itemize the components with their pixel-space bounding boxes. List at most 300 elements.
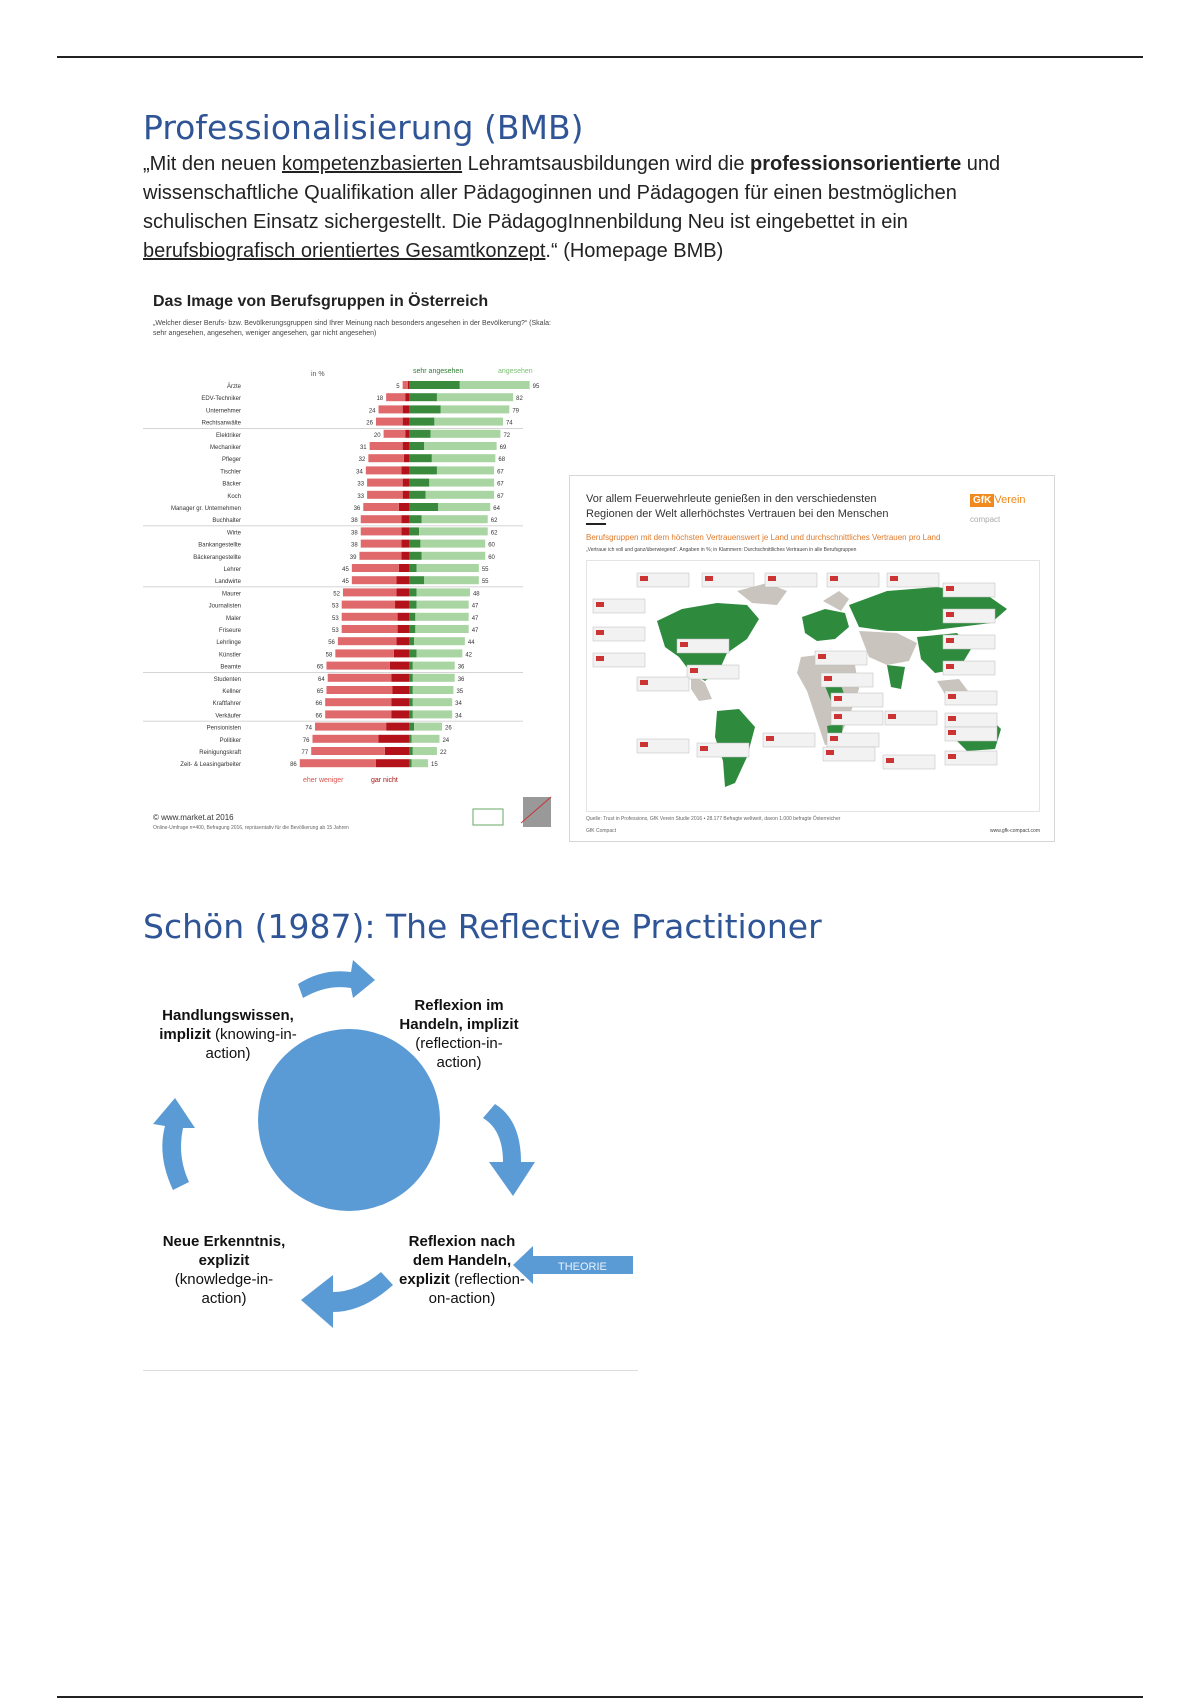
positive-total-label: 36: [457, 664, 465, 671]
gfk-logo-verein: Verein: [994, 494, 1026, 506]
figure-subtitle: „Welcher dieser Berufs- bzw. Bevölkerungsgruppen sind Ihrer Meinung nach besonders angesehen in der Bevölkerung?“ (Skala: sehr angesehen, angesehen, weniger angesehen, gar nicht angesehen): [153, 320, 551, 337]
bar-angesehen: [414, 637, 465, 645]
profession-image-figure: [143, 285, 563, 845]
positive-total-label: 48: [472, 591, 480, 598]
top-rule: [57, 56, 1143, 58]
negative-total-label: 77: [301, 750, 309, 756]
country-flag-icon: [690, 668, 698, 673]
positive-total-label: 47: [471, 603, 479, 610]
positive-total-label: 35: [456, 689, 464, 695]
bar-sehr-angesehen: [409, 601, 417, 609]
bar-eher-weniger: [363, 503, 399, 511]
country-flag-icon: [948, 694, 956, 699]
country-flag-icon: [596, 602, 604, 607]
bar-eher-weniger: [338, 637, 396, 645]
country-flag-icon: [768, 576, 776, 581]
bar-gar-nicht: [376, 759, 409, 767]
bar-gar-nicht: [396, 576, 409, 584]
bar-sehr-angesehen: [409, 479, 429, 487]
bar-sehr-angesehen: [409, 613, 415, 621]
category-label: Künstler: [218, 652, 241, 659]
category-label: Koch: [227, 493, 241, 500]
positive-total-label: 36: [457, 676, 465, 683]
bar-eher-weniger: [366, 466, 402, 474]
negative-total-label: 26: [366, 420, 373, 427]
negative-total-label: 33: [357, 481, 365, 488]
bottom-rule: [57, 1696, 1143, 1698]
bar-eher-weniger: [328, 674, 392, 682]
bar-sehr-angesehen: [409, 527, 419, 535]
negative-total-label: 34: [356, 469, 363, 476]
positive-total-label: 60: [488, 542, 495, 549]
category-label: Politiker: [219, 737, 241, 744]
bar-sehr-angesehen: [409, 393, 437, 401]
positive-total-label: 69: [499, 445, 507, 451]
country-flag-icon: [596, 656, 604, 661]
bar-angesehen: [417, 601, 469, 609]
negative-total-label: 53: [332, 615, 339, 622]
bar-sehr-angesehen: [409, 674, 413, 682]
negative-total-label: 56: [328, 640, 335, 647]
negative-total-label: 58: [325, 652, 333, 659]
bar-eher-weniger: [311, 747, 385, 755]
bar-sehr-angesehen: [409, 405, 441, 413]
bar-gar-nicht: [392, 686, 409, 694]
arrow-left-icon: [153, 1098, 195, 1190]
label-reflection-in-action-bold: Reflexion im Handeln, implizit: [399, 997, 519, 1033]
category-label: Manager gr. Unternehmen: [170, 506, 241, 512]
label-knowing-in-action: [158, 1006, 298, 1063]
country-flag-icon: [640, 680, 648, 685]
positive-total-label: 47: [471, 628, 479, 634]
bar-angesehen: [431, 430, 501, 438]
bar-gar-nicht: [385, 747, 409, 755]
country-flag-icon: [830, 736, 838, 741]
category-label: Bankangestellte: [198, 542, 241, 549]
bar-gar-nicht: [391, 698, 409, 706]
bar-sehr-angesehen: [409, 454, 432, 462]
bar-angesehen: [460, 381, 530, 389]
bar-angesehen: [438, 503, 490, 511]
bar-gar-nicht: [399, 503, 409, 511]
positive-total-label: 60: [488, 554, 495, 561]
gfk-logo-box: GfK: [970, 494, 994, 507]
arrow-top-icon: [298, 960, 375, 998]
negative-total-label: 86: [290, 762, 297, 769]
bar-eher-weniger: [342, 613, 398, 621]
negative-total-label: 53: [332, 628, 339, 634]
bar-sehr-angesehen: [409, 503, 438, 511]
bar-angesehen: [437, 393, 513, 401]
bar-gar-nicht: [390, 662, 409, 670]
positive-total-label: 62: [490, 518, 498, 525]
negative-total-label: 66: [315, 713, 323, 720]
bar-eher-weniger: [326, 662, 390, 670]
positive-total-label: 67: [497, 481, 504, 488]
worldmap-title: Vor allem Feuerwehrleute genießen in den verschiedensten Regionen der Welt allerhöchstes Vertrauen bei den Menschen: [586, 493, 889, 520]
negative-total-label: 65: [316, 664, 324, 671]
bar-eher-weniger: [359, 552, 401, 560]
country-flag-icon: [946, 612, 954, 617]
positive-total-label: 67: [497, 493, 504, 500]
negative-total-label: 39: [349, 554, 357, 561]
arrow-bottom-icon: [301, 1272, 393, 1328]
bar-gar-nicht: [401, 540, 409, 548]
bar-angesehen: [417, 588, 470, 596]
bar-eher-weniger: [370, 442, 403, 450]
figure-title: Das Image von Berufsgruppen in Österreich: [153, 293, 489, 310]
bar-gar-nicht: [408, 381, 409, 389]
country-flag-icon: [826, 750, 834, 755]
negative-total-label: 33: [357, 493, 365, 500]
country-flag-icon: [834, 714, 842, 719]
bar-eher-weniger: [325, 710, 391, 718]
positive-total-label: 34: [455, 713, 462, 720]
category-label: Landwirte: [214, 579, 241, 586]
bar-gar-nicht: [391, 710, 409, 718]
gfk-logo: [970, 488, 1042, 526]
arrow-right-icon: [483, 1104, 535, 1196]
bar-eher-weniger: [379, 405, 403, 413]
positive-total-label: 22: [439, 750, 447, 756]
country-flag-icon: [680, 642, 688, 647]
label-knowledge-in-action-bold: Neue Erkenntnis, explizit: [162, 1233, 286, 1269]
bar-gar-nicht: [401, 466, 409, 474]
category-label: Kraftfahrer: [212, 701, 241, 708]
bar-gar-nicht: [396, 637, 409, 645]
bar-sehr-angesehen: [409, 649, 417, 657]
country-flag-icon: [640, 742, 648, 747]
country-flag-icon: [886, 758, 894, 763]
bar-eher-weniger: [300, 759, 376, 767]
label-knowing-in-action-bold: Handlungswissen, implizit: [159, 1007, 294, 1043]
country-flag-icon: [946, 664, 954, 669]
bar-angesehen: [415, 625, 468, 633]
quote-underline-1: kompetenzbasierten: [281, 153, 463, 175]
positive-total-label: 64: [493, 506, 500, 512]
bar-angesehen: [415, 613, 468, 621]
bar-sehr-angesehen: [409, 491, 426, 499]
bar-sehr-angesehen: [409, 686, 413, 694]
bar-angesehen: [420, 540, 485, 548]
section-heading-schoen: Schön (1987): The Reflective Practitioner: [143, 907, 822, 946]
bar-eher-weniger: [326, 686, 392, 694]
negative-total-label: 45: [342, 567, 349, 573]
bar-sehr-angesehen: [409, 576, 424, 584]
category-label: Reinigungskraft: [199, 750, 241, 756]
negative-total-label: 31: [359, 445, 367, 451]
positive-total-label: 34: [455, 701, 462, 708]
bar-angesehen: [413, 710, 452, 718]
positive-total-label: 26: [445, 725, 452, 732]
positive-total-label: 72: [503, 432, 511, 439]
figure-source: © www.market.at 2016: [153, 813, 234, 822]
negative-total-label: 66: [315, 701, 323, 708]
category-label: Buchhalter: [212, 518, 241, 525]
bar-eher-weniger: [367, 479, 403, 487]
country-flag-icon: [824, 676, 832, 681]
label-knowledge-in-action-note: (knowledge-in-action): [174, 1271, 274, 1307]
bar-eher-weniger: [386, 393, 405, 401]
bar-gar-nicht: [405, 430, 409, 438]
positive-total-label: 55: [481, 579, 489, 586]
bar-sehr-angesehen: [409, 430, 431, 438]
negative-total-label: 38: [351, 542, 358, 549]
negative-total-label: 32: [358, 457, 366, 464]
country-flag-icon: [766, 736, 774, 741]
bar-gar-nicht: [379, 735, 409, 743]
bar-sehr-angesehen: [409, 625, 415, 633]
bar-sehr-angesehen: [409, 552, 422, 560]
bar-gar-nicht: [398, 625, 409, 633]
bar-gar-nicht: [394, 649, 409, 657]
bar-eher-weniger: [368, 454, 404, 462]
bar-angesehen: [413, 747, 437, 755]
bar-eher-weniger: [352, 564, 399, 572]
negative-total-label: 24: [368, 408, 376, 415]
bar-sehr-angesehen: [409, 698, 413, 706]
category-label: Tischler: [220, 469, 241, 476]
bar-angesehen: [413, 698, 452, 706]
gfk-logo-compact: compact: [970, 515, 1001, 524]
bar-angesehen: [441, 405, 510, 413]
bar-eher-weniger: [361, 540, 402, 548]
quote-underline-2: berufsbiografisch orientiertes Gesamtkonzept: [143, 240, 546, 262]
bar-angesehen: [432, 454, 496, 462]
category-label: Verkäufer: [215, 713, 241, 720]
positive-total-label: 47: [471, 615, 479, 622]
legend-gar-nicht: gar nicht: [371, 777, 398, 784]
country-flag-icon: [888, 714, 896, 719]
unit-label: in %: [311, 371, 325, 378]
label-reflection-in-action-note: (reflection-in-action): [415, 1035, 503, 1071]
bar-sehr-angesehen: [409, 418, 434, 426]
title-underline: [586, 523, 606, 525]
bar-gar-nicht: [401, 527, 409, 535]
worldmap-footer: Quelle: Trust in Professions, GfK Verein Studie 2016 • 28.177 Befragte weltweit, davon 1.000 befragte Österreicher: [586, 816, 841, 822]
country-flag-icon: [640, 576, 648, 581]
country-flag-icon: [946, 638, 954, 643]
worldmap-subtitle: Berufsgruppen mit dem höchsten Vertrauenswert je Land und durchschnittliches Vertrauen pro Land: [586, 533, 941, 542]
category-label: Unternehmer: [205, 408, 241, 415]
bar-gar-nicht: [391, 674, 409, 682]
label-reflection-on-action-bold: Reflexion nach dem Handeln, explizit: [399, 1233, 516, 1288]
bar-sehr-angesehen: [409, 442, 424, 450]
bar-gar-nicht: [403, 442, 409, 450]
worldmap-url: www.gfk-compact.com: [989, 828, 1040, 834]
quote-part-3: und wissenschaftliche Qualifikation aller Pädagoginnen und Pädagogen für einen bestmöglichen schulischen Einsatz sichergestellt. Die PädagogInnenbildung Neu ist eingebettet in ein: [143, 153, 1001, 233]
label-knowing-in-action-note: (knowing-in-action): [205, 1026, 297, 1062]
category-label: Kellner: [222, 689, 241, 695]
country-flag-icon: [946, 586, 954, 591]
quote-part-1: „Mit den neuen: [143, 153, 282, 175]
bar-gar-nicht: [405, 393, 409, 401]
category-label: Mechaniker: [209, 445, 241, 451]
category-label: Journalisten: [208, 603, 241, 610]
label-knowledge-in-action: [157, 1232, 291, 1308]
positive-total-label: 82: [516, 396, 523, 403]
category-label: Maurer: [221, 591, 241, 598]
bar-sehr-angesehen: [409, 723, 414, 731]
negative-total-label: 5: [396, 384, 400, 390]
category-label: Friseure: [218, 628, 241, 634]
bar-angesehen: [424, 576, 479, 584]
legend-eher-weniger: eher weniger: [303, 777, 344, 784]
bar-gar-nicht: [403, 491, 409, 499]
country-flag-icon: [890, 576, 898, 581]
country-flag-icon: [818, 654, 826, 659]
category-label: Wirte: [227, 530, 241, 537]
negative-total-label: 65: [316, 689, 324, 695]
country-flag-icon: [830, 576, 838, 581]
category-label: Lehrlinge: [216, 640, 241, 647]
category-label: Pensionisten: [206, 725, 241, 732]
bar-angesehen: [413, 662, 455, 670]
bar-sehr-angesehen: [409, 564, 417, 572]
legend-sehr-angesehen: sehr angesehen: [413, 368, 464, 375]
bar-sehr-angesehen: [409, 540, 420, 548]
market-logo: [463, 793, 553, 833]
bar-angesehen: [437, 466, 494, 474]
country-flag-icon: [834, 696, 842, 701]
bar-angesehen: [414, 723, 442, 731]
negative-total-label: 64: [318, 676, 325, 683]
category-label: EDV-Techniker: [201, 396, 241, 403]
positive-total-label: 95: [532, 384, 540, 390]
bar-sehr-angesehen: [409, 710, 413, 718]
negative-total-label: 18: [376, 396, 384, 403]
bar-gar-nicht: [404, 454, 409, 462]
profession-bar-chart: [143, 285, 563, 805]
bar-angesehen: [429, 479, 494, 487]
bar-angesehen: [413, 674, 455, 682]
theorie-label: THEORIE: [558, 1261, 607, 1273]
bar-eher-weniger: [342, 625, 398, 633]
bar-gar-nicht: [403, 418, 409, 426]
bar-sehr-angesehen: [409, 588, 417, 596]
negative-total-label: 52: [333, 591, 340, 598]
trust-worldmap-figure: [569, 475, 1055, 842]
negative-total-label: 45: [342, 579, 349, 586]
bar-eher-weniger: [312, 735, 378, 743]
negative-total-label: 20: [373, 432, 381, 439]
bar-eher-weniger: [367, 491, 403, 499]
bar-eher-weniger: [403, 381, 408, 389]
country-flag-icon: [700, 746, 708, 751]
negative-total-label: 36: [353, 506, 361, 512]
bar-gar-nicht: [396, 588, 409, 596]
bar-angesehen: [419, 527, 488, 535]
bar-eher-weniger: [352, 576, 396, 584]
bar-angesehen: [417, 649, 463, 657]
country-flag-icon: [948, 716, 956, 721]
world-map: [586, 560, 1040, 812]
bar-sehr-angesehen: [409, 747, 413, 755]
country-flag-icon: [596, 630, 604, 635]
bar-gar-nicht: [398, 613, 409, 621]
quote-bold-1: professionsorientierte: [750, 153, 962, 175]
bar-eher-weniger: [315, 723, 386, 731]
bar-gar-nicht: [399, 564, 409, 572]
legend-angesehen: angesehen: [498, 368, 533, 375]
bar-gar-nicht: [386, 723, 409, 731]
bar-sehr-angesehen: [409, 637, 414, 645]
bar-eher-weniger: [325, 698, 391, 706]
bar-angesehen: [412, 759, 429, 767]
bar-angesehen: [417, 564, 479, 572]
positive-total-label: 74: [505, 420, 513, 427]
figure-source-note: Online-Umfrage n=400, Befragung 2016, repräsentativ für die Bevölkerung ab 15 Jahren: [153, 825, 349, 831]
bar-angesehen: [422, 515, 488, 523]
country-flag-icon: [705, 576, 713, 581]
bar-gar-nicht: [403, 479, 409, 487]
bar-angesehen: [422, 552, 486, 560]
bar-angesehen: [424, 442, 496, 450]
bmb-quote: [143, 150, 1043, 266]
category-label: Lehrer: [223, 567, 241, 573]
positive-total-label: 79: [512, 408, 520, 415]
bar-eher-weniger: [343, 588, 396, 596]
category-label: Bäcker: [222, 481, 241, 488]
bar-angesehen: [434, 418, 503, 426]
negative-total-label: 74: [305, 725, 313, 732]
bar-eher-weniger: [384, 430, 406, 438]
bar-angesehen: [413, 686, 454, 694]
bar-sehr-angesehen: [409, 466, 437, 474]
quote-part-2: Lehramtsausbildungen wird die: [462, 153, 751, 175]
category-label: Rechtsanwälte: [201, 420, 241, 427]
bar-sehr-angesehen: [409, 381, 460, 389]
positive-total-label: 24: [442, 737, 450, 744]
negative-total-label: 38: [351, 518, 358, 525]
category-label: Ärzte: [226, 384, 241, 390]
bar-sehr-angesehen: [409, 759, 412, 767]
category-label: Zeit- & Leasingarbeiter: [180, 762, 241, 769]
category-label: Studenten: [213, 676, 241, 683]
bar-sehr-angesehen: [409, 735, 412, 743]
quote-part-4: .“ (Homepage BMB): [545, 240, 724, 262]
country-flag-icon: [948, 754, 956, 759]
positive-total-label: 68: [498, 457, 506, 464]
country-flag-icon: [948, 730, 956, 735]
worldmap-footer-brand: GfK Compact: [586, 828, 617, 834]
positive-total-label: 42: [465, 652, 473, 659]
section-heading-professionalisierung: Professionalisierung (BMB): [143, 108, 584, 147]
bar-eher-weniger: [361, 527, 402, 535]
bar-gar-nicht: [401, 515, 409, 523]
worldmap-subtitle-note: „Vertraue ich voll und ganz/überwiegend“. Angaben in %; in Klammern: Durchschnittliches Vertrauen in alle Berufsgruppen: [586, 547, 857, 553]
category-label: Beamte: [220, 664, 241, 671]
negative-total-label: 38: [351, 530, 358, 537]
bar-angesehen: [426, 491, 495, 499]
bar-sehr-angesehen: [409, 662, 413, 670]
positive-total-label: 44: [467, 640, 475, 647]
negative-total-label: 53: [332, 603, 339, 610]
bar-eher-weniger: [335, 649, 393, 657]
bar-gar-nicht: [403, 405, 409, 413]
reflective-practitioner-cycle: [143, 950, 638, 1371]
label-reflection-in-action: [397, 996, 521, 1072]
positive-total-label: 67: [497, 469, 504, 476]
category-label: Elektriker: [215, 432, 241, 439]
bar-gar-nicht: [395, 601, 409, 609]
positive-total-label: 15: [431, 762, 438, 769]
positive-total-label: 55: [481, 567, 489, 573]
label-reflection-on-action: [395, 1232, 529, 1308]
bar-sehr-angesehen: [409, 515, 422, 523]
category-label: Pfleger: [221, 457, 241, 464]
label-reflection-on-action-note: (reflection-on-action): [428, 1271, 525, 1307]
